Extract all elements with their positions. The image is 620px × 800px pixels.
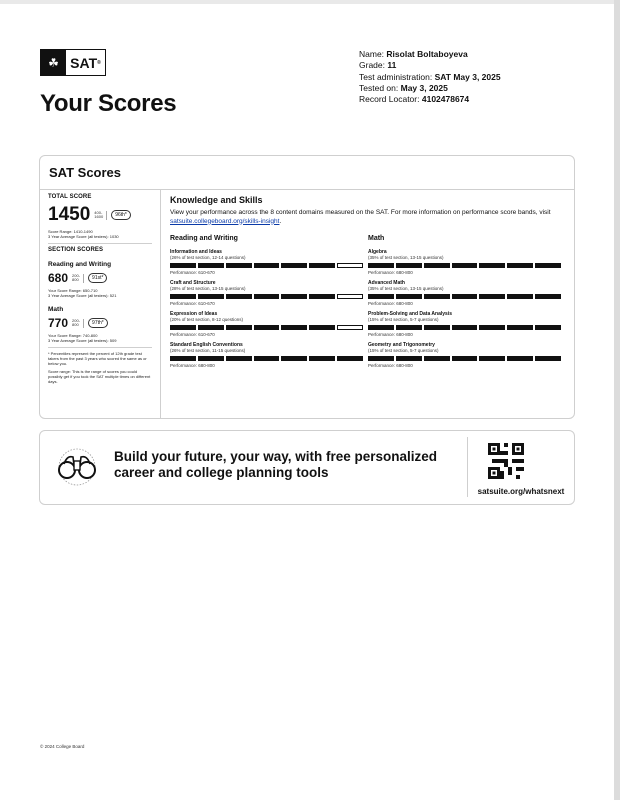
domain-item	[170, 311, 368, 337]
performance-segment	[309, 325, 335, 330]
domain-performance: Performance: 680-800	[368, 363, 413, 368]
percentile-note: * Percentiles represent the percent of 12th grade test takers from the past 3 years who scored the same as or below you.	[48, 351, 147, 366]
total-scale: 400- 1600	[94, 211, 107, 220]
performance-segment	[309, 356, 335, 361]
domain-weight: (26% of test section, 11-15 questions)	[170, 348, 246, 353]
performance-segment	[281, 325, 307, 330]
planning-tools-banner	[39, 430, 575, 505]
performance-segment	[479, 294, 505, 299]
performance-segment	[479, 263, 505, 268]
sat-scores-card	[39, 155, 575, 419]
performance-bar	[170, 325, 363, 330]
performance-segment	[198, 356, 224, 361]
performance-segment	[170, 325, 196, 330]
rw-average: 3 Year Average Score (all testers): 521	[48, 293, 117, 298]
total-score: 1450	[48, 204, 91, 225]
copyright: © 2024 College Board	[40, 744, 85, 749]
student-info: Name: Risolat Boltaboyeva Grade: 11 Test administration: SAT May 3, 2025 Tested on: May 3, 2025 Record Locator: 4102478674	[359, 49, 501, 105]
domain-item	[368, 249, 566, 275]
performance-segment	[396, 263, 422, 268]
domain-item	[368, 280, 566, 306]
performance-segment	[254, 263, 280, 268]
rw-domains	[170, 235, 368, 373]
domain-performance: Performance: 610-670	[170, 301, 215, 306]
performance-segment	[170, 294, 196, 299]
performance-bar	[368, 356, 561, 361]
promo-message: Build your future, your way, with free personalized career and college planning tools	[114, 449, 438, 480]
performance-segment	[281, 263, 307, 268]
score-report-page	[0, 4, 614, 800]
performance-segment	[337, 325, 363, 330]
domain-name: Problem-Solving and Data Analysis	[368, 311, 453, 317]
performance-segment	[396, 294, 422, 299]
domain-name: Advanced Math	[368, 280, 405, 286]
rw-scale: 200- 800	[72, 274, 84, 283]
rw-percentile-badge: 91st*	[88, 273, 107, 283]
performance-bar	[368, 294, 561, 299]
performance-segment	[254, 294, 280, 299]
performance-segment	[198, 294, 224, 299]
performance-segment	[337, 356, 363, 361]
grade: 11	[387, 60, 397, 71]
math-scale: 200- 800	[72, 319, 84, 328]
performance-segment	[535, 356, 561, 361]
performance-segment	[424, 356, 450, 361]
skills-heading: Knowledge and Skills	[170, 195, 263, 205]
performance-segment	[368, 294, 394, 299]
performance-segment	[198, 263, 224, 268]
domain-performance: Performance: 680-800	[170, 363, 215, 368]
performance-segment	[452, 325, 478, 330]
domain-item	[368, 342, 566, 368]
performance-segment	[507, 263, 533, 268]
domain-name: Standard English Conventions	[170, 342, 243, 348]
performance-segment	[309, 294, 335, 299]
performance-bar	[368, 263, 561, 268]
whatsnext-link[interactable]: satsuite.org/whatsnext	[477, 487, 565, 496]
performance-segment	[309, 263, 335, 268]
performance-segment	[226, 356, 252, 361]
performance-segment	[479, 325, 505, 330]
domain-performance: Performance: 610-670	[170, 332, 215, 337]
score-range-note: Score range: This is the range of scores you could possibly get if you took the SAT multiple times on different days.	[48, 369, 151, 384]
domain-performance: Performance: 680-800	[368, 270, 413, 275]
math-score-range: Your Score Range: 740-800	[48, 333, 98, 338]
domain-weight: (20% of test section, 8-12 questions)	[170, 317, 244, 322]
knowledge-skills	[170, 190, 566, 373]
performance-segment	[170, 356, 196, 361]
math-percentile-badge: 97th*	[88, 318, 108, 328]
performance-segment	[396, 356, 422, 361]
total-score-label: TOTAL SCORE	[48, 194, 92, 200]
performance-segment	[535, 263, 561, 268]
student-name: Risolat Boltaboyeva	[386, 49, 468, 59]
scores-heading: SAT Scores	[40, 156, 574, 190]
math-section-label: Math	[48, 306, 64, 313]
performance-segment	[452, 294, 478, 299]
performance-bar	[170, 263, 363, 268]
domain-name: Expression of Ideas	[170, 311, 218, 317]
domain-item	[368, 311, 566, 337]
domain-name: Information and Ideas	[170, 249, 222, 255]
rw-domains-heading: Reading and Writing	[170, 235, 238, 242]
tested-on: May 3, 2025	[400, 82, 448, 93]
performance-bar	[170, 294, 363, 299]
sat-logo: ☘ SAT ®	[40, 49, 106, 76]
performance-segment	[254, 325, 280, 330]
performance-segment	[424, 263, 450, 268]
math-average: 3 Year Average Score (all testers): 509	[48, 338, 117, 343]
acorn-icon: ☘	[41, 50, 66, 75]
performance-segment	[281, 356, 307, 361]
domain-name: Geometry and Trigonometry	[368, 342, 435, 348]
domain-name: Algebra	[368, 249, 387, 255]
performance-segment	[507, 356, 533, 361]
rw-score-range: Your Score Range: 650-710	[48, 288, 98, 293]
performance-segment	[226, 325, 252, 330]
performance-segment	[507, 294, 533, 299]
performance-bar	[368, 325, 561, 330]
section-scores-label: SECTION SCORES	[48, 247, 104, 253]
performance-segment	[254, 356, 280, 361]
rw-section-label: Reading and Writing	[48, 261, 112, 268]
domain-weight: (26% of test section, 12-14 questions)	[170, 255, 246, 260]
performance-segment	[368, 356, 394, 361]
skills-insight-link[interactable]: satsuite.collegeboard.org/skills-insight	[170, 217, 280, 225]
math-domains-heading: Math	[368, 235, 385, 242]
total-score-range: Score Range: 1410-1490	[48, 229, 93, 234]
domain-item	[170, 249, 368, 275]
binoculars-icon	[48, 447, 106, 487]
performance-segment	[281, 294, 307, 299]
domain-performance: Performance: 610-670	[170, 270, 215, 275]
qr-code-icon[interactable]	[488, 443, 524, 479]
performance-segment	[368, 325, 394, 330]
performance-segment	[507, 325, 533, 330]
performance-segment	[535, 325, 561, 330]
performance-segment	[226, 263, 252, 268]
math-domains	[368, 235, 566, 373]
domain-name: Craft and Structure	[170, 280, 216, 286]
logo-text: SAT	[70, 54, 98, 71]
rw-score: 680	[48, 271, 69, 285]
skills-description: View your performance across the 8 content domains measured on the SAT. For more information on performance score bands, visit satsuite.collegeboard.org/skills-insight.	[170, 209, 551, 225]
domain-performance: Performance: 680-800	[368, 301, 413, 306]
performance-segment	[452, 263, 478, 268]
performance-bar	[170, 356, 363, 361]
domain-weight: (15% of test section, 5-7 questions)	[368, 317, 439, 322]
performance-segment	[452, 356, 478, 361]
total-percentile-badge: 96th*	[111, 210, 131, 220]
domain-weight: (15% of test section, 5-7 questions)	[368, 348, 439, 353]
domain-weight: (28% of test section, 13-15 questions)	[170, 286, 246, 291]
performance-segment	[424, 325, 450, 330]
performance-segment	[198, 325, 224, 330]
domain-weight: (35% of test section, 13-15 questions)	[368, 255, 444, 260]
page-title: Your Scores	[40, 90, 177, 117]
math-score: 770	[48, 316, 69, 330]
performance-segment	[337, 294, 363, 299]
performance-segment	[337, 263, 363, 268]
domain-performance: Performance: 680-800	[368, 332, 413, 337]
test-administration: SAT May 3, 2025	[434, 71, 501, 82]
performance-segment	[479, 356, 505, 361]
total-average: 3 Year Average Score (all testers): 1030	[48, 234, 119, 239]
performance-segment	[535, 294, 561, 299]
score-summary	[40, 190, 161, 418]
performance-segment	[396, 325, 422, 330]
domain-item	[170, 280, 368, 306]
performance-segment	[424, 294, 450, 299]
performance-segment	[368, 263, 394, 268]
record-locator: 4102478674	[421, 94, 470, 105]
performance-segment	[170, 263, 196, 268]
performance-segment	[226, 294, 252, 299]
domain-item	[170, 342, 368, 368]
domain-weight: (35% of test section, 13-15 questions)	[368, 286, 444, 291]
